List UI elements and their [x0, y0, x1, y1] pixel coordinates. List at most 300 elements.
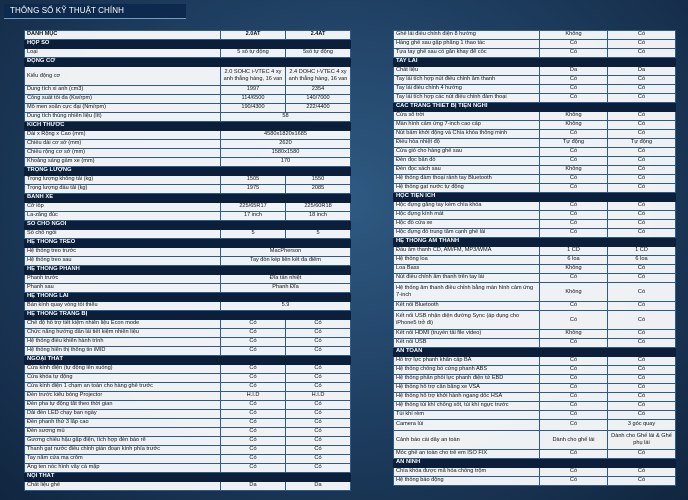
section-header: NGOẠI THẤT: [25, 356, 351, 365]
section-header-row: [394, 58, 676, 67]
spec-value-2-4: Có: [608, 339, 676, 348]
spec-label: Hệ thống chống bó cứng phanh ABS: [394, 366, 540, 375]
spec-value-2-0: Có: [221, 419, 286, 428]
table-row: [394, 112, 676, 121]
table-row: [25, 176, 351, 185]
spec-value-2-4: 1550: [286, 176, 351, 185]
spec-value-2-0: Có: [540, 468, 608, 477]
table-row: [394, 148, 676, 157]
table-row: [25, 383, 351, 392]
table-row: [25, 437, 351, 446]
section-header: ĐỘNG CƠ: [25, 58, 351, 67]
spec-label: Ăng ten nóc hình vây cá mập: [25, 464, 221, 473]
spec-value-2-0: Có: [221, 383, 286, 392]
table-header-row: [25, 31, 351, 40]
spec-value-2-4: Có: [608, 393, 676, 402]
spec-label: Tay lái tích hợp các nút điều chỉnh đàm thoại: [394, 94, 540, 103]
table-row: [25, 419, 351, 428]
spec-value-2-0: Có: [540, 450, 608, 459]
section-header-row: [394, 103, 676, 112]
spec-value-2-4: Có: [608, 229, 676, 238]
spec-value-2-0: Có: [221, 329, 286, 338]
spec-value-2-4: Có: [608, 330, 676, 339]
spec-value-2-0: Có: [221, 446, 286, 455]
section-header-row: [25, 221, 351, 230]
spec-label: Tay lái điều chỉnh 4 hướng: [394, 85, 540, 94]
spec-label: Dải đèn LED chạy ban ngày: [25, 410, 221, 419]
spec-value-2-0: Có: [540, 311, 608, 330]
table-row: [25, 230, 351, 239]
section-header: HỆ THỐNG TRANG BỊ: [25, 311, 351, 320]
spec-label: Đèn sương mù: [25, 428, 221, 437]
spec-label: Kết nối USB: [394, 339, 540, 348]
spec-label: Đèn đọc bản đồ: [394, 157, 540, 166]
spec-label: La-zăng đúc: [25, 212, 221, 221]
table-row: [394, 40, 676, 49]
section-header: HỘP SỐ: [25, 40, 351, 49]
table-row: [25, 329, 351, 338]
table-row: [25, 347, 351, 356]
section-header-row: [25, 266, 351, 275]
spec-value-2-0: Có: [540, 220, 608, 229]
spec-label: Cửa kính điện (tự động lên xuống): [25, 365, 221, 374]
spec-label: Hệ thống điều khiển hành trình: [25, 338, 221, 347]
table-row: [394, 256, 676, 265]
table-row: [394, 229, 676, 238]
spec-label: Gương chiếu hậu gập điện, tích hợp đèn báo rẽ: [25, 437, 221, 446]
header-variant-2-0: 2.0AT: [221, 31, 286, 40]
spec-value-2-4: Có: [286, 329, 351, 338]
spec-value-2-4: Có: [608, 121, 676, 130]
spec-value-2-0: Có: [540, 477, 608, 486]
section-header: AN TOÀN: [394, 348, 676, 357]
table-row: [25, 131, 351, 140]
spec-value-2-0: Có: [540, 211, 608, 220]
spec-value-2-0: Có: [540, 420, 608, 431]
table-row: [394, 67, 676, 76]
page-title: THÔNG SỐ KỸ THUẬT CHÍNH: [4, 4, 186, 19]
table-row: [394, 94, 676, 103]
spec-label: Phanh sau: [25, 284, 221, 293]
spec-value-2-4: Có: [286, 437, 351, 446]
spec-value-2-0: Có: [221, 365, 286, 374]
section-header-row: [25, 473, 351, 482]
section-header-row: [394, 238, 676, 247]
spec-value-2-4: Có: [608, 166, 676, 175]
spec-value-2-0: Có: [221, 410, 286, 419]
spec-label: Tay lái tích hợp nút điều chỉnh âm thanh: [394, 76, 540, 85]
spec-value-2-0: Có: [540, 49, 608, 58]
section-header: AN NINH: [394, 459, 676, 468]
spec-value-shared: MacPherson: [221, 248, 351, 257]
spec-label: Chức năng hướng dẫn lái tiết kiệm nhiên liệu: [25, 329, 221, 338]
table-row: [394, 202, 676, 211]
table-row: [394, 220, 676, 229]
table-row: [394, 31, 676, 40]
section-header-row: [25, 167, 351, 176]
spec-label: Bán kính quay vòng tối thiểu: [25, 302, 221, 311]
table-row: [394, 330, 676, 339]
spec-value-2-0: Có: [221, 401, 286, 410]
spec-value-2-0: Có: [540, 202, 608, 211]
spec-value-shared: 2620: [221, 140, 351, 149]
section-header: TRỌNG LƯỢNG: [25, 167, 351, 176]
spec-value-2-4: Có: [286, 446, 351, 455]
table-row: [394, 420, 676, 431]
table-row: [394, 121, 676, 130]
table-row: [25, 185, 351, 194]
section-header: NỘI THẤT: [25, 473, 351, 482]
table-row: [25, 275, 351, 284]
table-row: [394, 477, 676, 486]
table-row: [394, 130, 676, 139]
spec-value-2-0: Có: [540, 229, 608, 238]
spec-label: Chất liệu ghế: [25, 482, 221, 491]
table-row: [25, 212, 351, 221]
spec-value-2-4: 5: [286, 230, 351, 239]
spec-label: Khoảng sáng gầm xe (mm): [25, 158, 221, 167]
table-row: [25, 482, 351, 491]
spec-value-2-0: 1505: [221, 176, 286, 185]
spec-value-2-4: 6 loa: [608, 256, 676, 265]
table-row: [25, 95, 351, 104]
table-row: [25, 320, 351, 329]
spec-value-2-4: Có: [608, 477, 676, 486]
spec-value-2-4: Có: [608, 468, 676, 477]
spec-label: Hộc đựng găng tay kèm chìa khóa: [394, 202, 540, 211]
table-row: [25, 410, 351, 419]
spec-value-2-4: Có: [286, 338, 351, 347]
table-row: [394, 311, 676, 330]
spec-value-2-0: Có: [540, 85, 608, 94]
spec-value-2-4: Có: [608, 94, 676, 103]
table-row: [394, 357, 676, 366]
spec-label: Dài x Rộng x Cao (mm): [25, 131, 221, 140]
spec-value-2-0: Có: [540, 375, 608, 384]
spec-label: Camera lùi: [394, 420, 540, 431]
spec-value-shared: 4580x1820x1685: [221, 131, 351, 140]
section-header: HỘC TIỆN ÍCH: [394, 193, 676, 202]
spec-value-2-4: 3 góc quay: [608, 420, 676, 431]
table-row: [25, 104, 351, 113]
table-row: [394, 184, 676, 193]
spec-value-2-4: Có: [286, 401, 351, 410]
spec-value-2-4: Có: [286, 464, 351, 473]
spec-value-2-0: Có: [221, 347, 286, 356]
section-header-row: [25, 194, 351, 203]
spec-label: Hệ thống hỗ trợ cân bằng xe VSA: [394, 384, 540, 393]
table-row: [394, 247, 676, 256]
spec-label: Kết nối HDMI (truyền tải file video): [394, 330, 540, 339]
spec-value-2-0: Có: [540, 157, 608, 166]
table-row: [25, 428, 351, 437]
table-row: [394, 157, 676, 166]
spec-value-2-4: Có: [608, 357, 676, 366]
spec-value-2-4: Có: [608, 157, 676, 166]
spec-value-2-4: Có: [286, 410, 351, 419]
table-row: [25, 203, 351, 212]
spec-value-2-4: Có: [608, 311, 676, 330]
section-header-row: [25, 293, 351, 302]
spec-value-2-0: Không: [540, 121, 608, 130]
spec-label: Cửa sổ trời: [394, 112, 540, 121]
spec-value-2-4: Có: [608, 220, 676, 229]
table-row: [394, 366, 676, 375]
spec-value-2-4: 2354: [286, 86, 351, 95]
spec-label: Nút điều chỉnh âm thanh trên tay lái: [394, 274, 540, 283]
table-row: [25, 248, 351, 257]
table-row: [25, 401, 351, 410]
spec-label: Trọng lượng đầu tải (kg): [25, 185, 221, 194]
table-row: [394, 265, 676, 274]
spec-label: Hệ thống loa: [394, 256, 540, 265]
spec-label: Hệ thống hỗ trợ khởi hành ngang dốc HSA: [394, 393, 540, 402]
spec-label: Nút bấm khởi động và Chìa khóa thông minh: [394, 130, 540, 139]
spec-value-2-0: Có: [540, 411, 608, 420]
table-row: [25, 392, 351, 401]
spec-label: Cảnh báo cài dây an toàn: [394, 431, 540, 450]
spec-value-2-4: Da: [286, 482, 351, 491]
spec-label: Chất liệu: [394, 67, 540, 76]
table-row: [25, 284, 351, 293]
spec-value-2-4: Có: [286, 455, 351, 464]
spec-value-2-4: Có: [286, 383, 351, 392]
spec-label: Hộc đồ cửa xe: [394, 220, 540, 229]
section-header-row: [25, 311, 351, 320]
spec-value-2-0: Có: [221, 320, 286, 329]
table-row: [25, 455, 351, 464]
spec-value-2-0: Có: [221, 464, 286, 473]
spec-value-2-0: Có: [540, 393, 608, 402]
spec-value-2-4: Có: [608, 130, 676, 139]
spec-value-shared: Tay đòn kép liên kết đa điểm: [221, 257, 351, 266]
spec-value-2-4: Tự động: [608, 139, 676, 148]
spec-value-2-0: Có: [540, 357, 608, 366]
spec-value-2-0: 114/6500: [221, 95, 286, 104]
spec-value-2-4: Có: [608, 184, 676, 193]
table-row: [394, 402, 676, 411]
spec-value-2-4: Dành cho Ghế lái & Ghế phụ lái: [608, 431, 676, 450]
spec-value-2-0: 1975: [221, 185, 286, 194]
table-row: [25, 86, 351, 95]
spec-value-2-0: 225/65R17: [221, 203, 286, 212]
section-header-row: [25, 58, 351, 67]
spec-value-2-4: Có: [608, 31, 676, 40]
section-header: HỆ THỐNG ÂM THANH: [394, 238, 676, 247]
spec-value-2-4: Có: [286, 419, 351, 428]
table-row: [25, 338, 351, 347]
spec-value-2-4: 5số tự động: [286, 49, 351, 58]
spec-label: Đèn phanh thứ 3 lắp cao: [25, 419, 221, 428]
section-header-row: [394, 348, 676, 357]
spec-value-2-0: Dành cho ghế lái: [540, 431, 608, 450]
spec-value-2-0: Có: [540, 402, 608, 411]
table-row: [394, 393, 676, 402]
spec-label: Kiểu động cơ: [25, 67, 221, 86]
spec-label: Cỡ lốp: [25, 203, 221, 212]
spec-value-2-4: Có: [608, 175, 676, 184]
spec-label: Dung tích thùng nhiên liệu (lít): [25, 113, 221, 122]
section-header-row: [25, 40, 351, 49]
table-row: [25, 374, 351, 383]
spec-value-shared: 58: [221, 113, 351, 122]
spec-value-2-4: Có: [608, 384, 676, 393]
spec-value-2-0: Có: [540, 148, 608, 157]
table-row: [394, 411, 676, 420]
spec-value-2-0: Có: [540, 76, 608, 85]
spec-value-2-0: Có: [540, 302, 608, 311]
table-row: [25, 446, 351, 455]
spec-value-2-4: Có: [608, 49, 676, 58]
spec-value-2-0: Có: [221, 428, 286, 437]
spec-label: Hệ thống đàm thoại rảnh tay Bluetooth: [394, 175, 540, 184]
table-row: [394, 339, 676, 348]
table-row: [394, 468, 676, 477]
spec-label: Chế độ hỗ trợ tiết kiệm nhiên liệu Econ mode: [25, 320, 221, 329]
spec-label: Loại: [25, 49, 221, 58]
spec-value-2-4: Có: [608, 411, 676, 420]
spec-label: Đèn đọc sách sau: [394, 166, 540, 175]
spec-label: Tựa tay ghế sau có gắn khay để cốc: [394, 49, 540, 58]
spec-value-2-4: 225/60R18: [286, 203, 351, 212]
spec-label: Hệ thống hiển thị thông tin iMID: [25, 347, 221, 356]
table-row: [25, 365, 351, 374]
spec-value-2-4: Có: [286, 374, 351, 383]
section-header: KÍCH THƯỚC: [25, 122, 351, 131]
spec-value-2-0: Có: [221, 338, 286, 347]
spec-value-2-0: Không: [540, 265, 608, 274]
spec-value-shared: Phanh Đĩa: [221, 284, 351, 293]
spec-value-shared: Đĩa tản nhiệt: [221, 275, 351, 284]
spec-value-2-0: Có: [221, 374, 286, 383]
spec-label: Thanh gạt nước điều chỉnh gián đoạn kính phía trước: [25, 446, 221, 455]
spec-label: Công suất tối đa (Kw/rpm): [25, 95, 221, 104]
spec-value-shared: 170: [221, 158, 351, 167]
section-header: HỆ THỐNG PHANH: [25, 266, 351, 275]
spec-label: Hộc đựng đồ trung tâm cạnh ghế lái: [394, 229, 540, 238]
spec-value-2-4: Có: [286, 428, 351, 437]
table-row: [394, 274, 676, 283]
table-row: [394, 302, 676, 311]
spec-label: Hệ thống túi khí chống sốt, túi khí ngực trước: [394, 402, 540, 411]
spec-value-2-4: Có: [608, 202, 676, 211]
spec-label: Cửa khóa tự động: [25, 374, 221, 383]
spec-label: Dung tích xi anh (cm3): [25, 86, 221, 95]
spec-label: Chìa khóa được mã hóa chống trộm: [394, 468, 540, 477]
spec-label: Hỗ trợ lực phanh khẩn cấp BA: [394, 357, 540, 366]
spec-label: Màn hình cảm ứng 7-inch cao cấp: [394, 121, 540, 130]
section-header-row: [394, 459, 676, 468]
spec-value-2-0: 1 CD: [540, 247, 608, 256]
spec-label: Mô men xoắn cực đại (Nm/rpm): [25, 104, 221, 113]
spec-value-2-0: Không: [540, 31, 608, 40]
table-row: [25, 67, 351, 86]
spec-label: Hệ thống âm thanh điều chỉnh bằng màn hình cảm ứng 7-inch: [394, 283, 540, 302]
spec-value-2-0: Tự động: [540, 139, 608, 148]
table-row: [394, 431, 676, 450]
table-row: [394, 175, 676, 184]
spec-value-2-4: Có: [286, 320, 351, 329]
spec-value-2-4: 2085: [286, 185, 351, 194]
table-row: [25, 464, 351, 473]
spec-label: Móc ghế an toàn cho trẻ em ISO FIX: [394, 450, 540, 459]
spec-value-2-4: Da: [608, 67, 676, 76]
spec-value-2-4: Có: [286, 365, 351, 374]
spec-label: Ghế lái điều chỉnh điện 8 hướng: [394, 31, 540, 40]
spec-value-2-0: 1997: [221, 86, 286, 95]
section-header: HỆ THỐNG TREO: [25, 239, 351, 248]
spec-value-2-0: 2.0 SOHC i-VTEC 4 xy anh thẳng hàng, 16 van: [221, 67, 286, 86]
spec-label: Túi khí rèm: [394, 411, 540, 420]
spec-value-2-4: Có: [608, 402, 676, 411]
spec-value-2-4: Có: [608, 283, 676, 302]
spec-value-2-4: Có: [608, 76, 676, 85]
spec-label: Cửa kính điện 1 chạm an toàn cho hàng ghế trước: [25, 383, 221, 392]
spec-value-2-0: Có: [540, 175, 608, 184]
spec-label: Hệ thống phân phối lực phanh điện tử EBD: [394, 375, 540, 384]
spec-value-2-0: Không: [540, 166, 608, 175]
table-row: [25, 140, 351, 149]
spec-label: Hệ thống treo trước: [25, 248, 221, 257]
spec-value-2-4: Có: [608, 450, 676, 459]
spec-value-2-0: Có: [221, 437, 286, 446]
section-header: BÁNH XE: [25, 194, 351, 203]
table-row: [25, 257, 351, 266]
spec-label: Điều hòa nhiệt độ: [394, 139, 540, 148]
spec-label: Đèn pha tự động tắt theo thời gian: [25, 401, 221, 410]
table-row: [394, 211, 676, 220]
spec-value-2-4: 222/4400: [286, 104, 351, 113]
spec-label: Chiều dài cơ sở (mm): [25, 140, 221, 149]
table-row: [25, 302, 351, 311]
spec-label: Hộc đựng kính mát: [394, 211, 540, 220]
spec-value-2-4: Có: [608, 211, 676, 220]
spec-value-2-0: 190/4300: [221, 104, 286, 113]
spec-label: Hệ thống báo động: [394, 477, 540, 486]
table-row: [394, 85, 676, 94]
spec-value-2-4: Có: [608, 112, 676, 121]
table-row: [394, 139, 676, 148]
spec-value-2-0: Không: [540, 330, 608, 339]
spec-value-2-0: Da: [540, 67, 608, 76]
table-row: [394, 49, 676, 58]
spec-value-2-4: 2.4 DOHC i-VTEC 4 xy anh thẳng hàng, 16 van: [286, 67, 351, 86]
spec-value-2-4: Có: [608, 375, 676, 384]
section-header: SỐ CHỖ NGỒI: [25, 221, 351, 230]
spec-value-2-0: H.I.D: [221, 392, 286, 401]
section-header: TAY LÁI: [394, 58, 676, 67]
spec-label: Kết nối USB nhận diện đường Sync (áp dụng cho iPhone5 trở đi): [394, 311, 540, 330]
spec-value-2-0: Có: [540, 366, 608, 375]
spec-value-2-0: Không: [540, 283, 608, 302]
spec-value-2-4: Có: [608, 85, 676, 94]
table-row: [394, 76, 676, 85]
spec-label: Số chỗ ngồi: [25, 230, 221, 239]
table-row: [394, 450, 676, 459]
section-header: CÁC TRANG THIẾT BỊ TIỆN NGHI: [394, 103, 676, 112]
spec-table-left: [24, 30, 351, 491]
spec-value-2-0: Có: [540, 274, 608, 283]
spec-value-2-4: Có: [608, 148, 676, 157]
spec-value-2-0: Da: [221, 482, 286, 491]
spec-label: Đèn trước kiểu bóng Projector: [25, 392, 221, 401]
header-variant-2-4: 2.4AT: [286, 31, 351, 40]
spec-value-2-0: 5: [221, 230, 286, 239]
spec-label: Hệ thống gạt nước tự động: [394, 184, 540, 193]
spec-value-2-0: 6 loa: [540, 256, 608, 265]
spec-value-shared: 5.9: [221, 302, 351, 311]
spec-value-2-0: Không: [540, 112, 608, 121]
